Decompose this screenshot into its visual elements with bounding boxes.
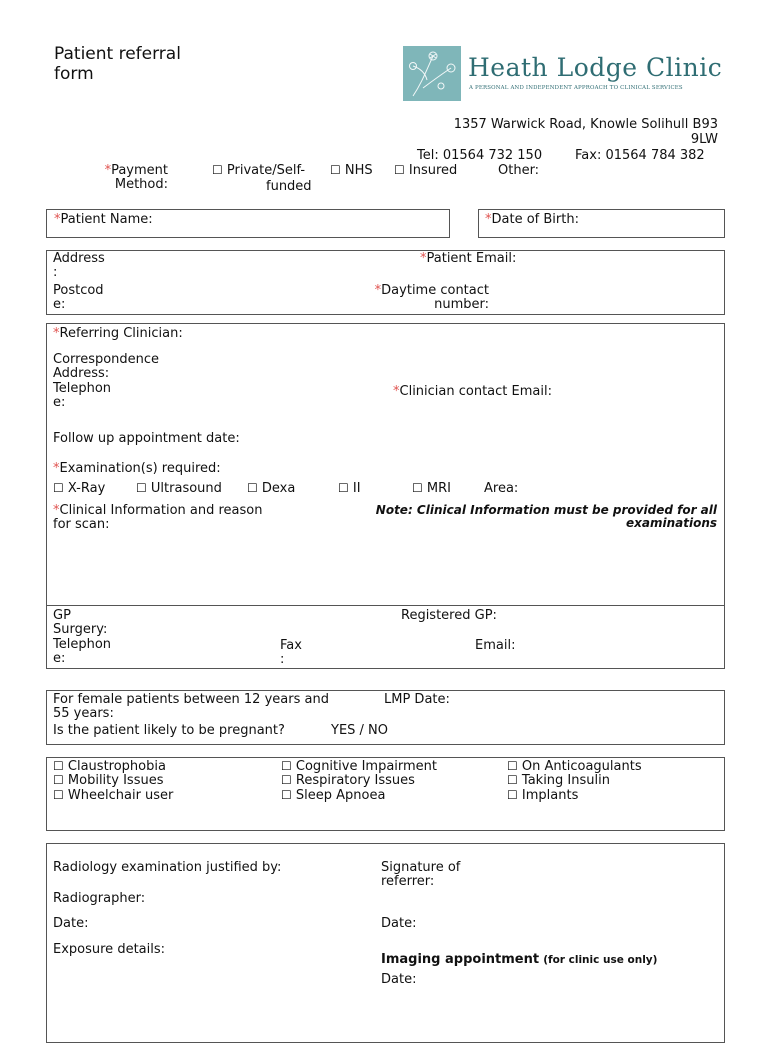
clinical-info-label: *Clinical Information and reason for scan: bbox=[53, 503, 263, 533]
condition-sleep-apnoea[interactable]: ☐ Sleep Apnoea bbox=[281, 787, 386, 803]
area-label: Area: bbox=[484, 481, 519, 496]
conditions-column-3 bbox=[507, 760, 642, 803]
dob-label: Date of Birth: bbox=[491, 212, 579, 227]
condition-insulin[interactable]: ☐ Taking Insulin bbox=[507, 773, 610, 789]
pregnancy-yes-no[interactable]: YES / NO bbox=[331, 723, 389, 738]
checkbox-icon[interactable]: ☐ bbox=[507, 759, 518, 773]
checkbox-icon[interactable]: ☐ bbox=[53, 773, 64, 788]
required-asterisk: * bbox=[54, 212, 61, 227]
divider bbox=[46, 605, 725, 606]
required-asterisk: * bbox=[374, 283, 382, 298]
female-patients-label: For female patients between 12 years and 55 years: bbox=[53, 692, 329, 722]
flower-icon bbox=[403, 46, 461, 101]
required-asterisk: * bbox=[420, 251, 427, 266]
gp-fax-label: Fax : bbox=[280, 638, 302, 668]
exam-option-ii[interactable]: ☐ II bbox=[338, 481, 361, 496]
condition-mobility[interactable]: ☐ Mobility Issues bbox=[53, 773, 164, 789]
conditions-column-1 bbox=[53, 760, 173, 803]
condition-cognitive[interactable]: ☐ Cognitive Impairment bbox=[281, 759, 438, 774]
payment-method-label: *Payment Method: bbox=[104, 163, 168, 193]
exposure-details-label: Exposure details: bbox=[53, 942, 166, 957]
patient-name-label: Patient Name: bbox=[60, 212, 153, 227]
checkbox-icon[interactable]: ☐ bbox=[53, 481, 64, 495]
clinic-fax: Fax: 01564 784 382 bbox=[575, 148, 705, 163]
clinic-logo-flower-icon bbox=[403, 46, 461, 101]
patient-email-label: *Patient Email: bbox=[420, 251, 517, 266]
clinic-address-line1: 1357 Warwick Road, Knowle Solihull B93 bbox=[453, 117, 718, 132]
checkbox-icon[interactable]: ☐ bbox=[394, 163, 405, 177]
imaging-appointment-note: (for clinic use only) bbox=[543, 954, 658, 966]
gp-surgery-label: GP Surgery: Telephon e: bbox=[53, 608, 112, 666]
clinic-name: Heath Lodge Clinic bbox=[468, 53, 723, 82]
patient-name-field[interactable] bbox=[46, 209, 450, 238]
clinical-info-note: Note: Clinical Information must be provided for all examinations bbox=[375, 503, 717, 531]
checkbox-icon[interactable]: ☐ bbox=[53, 759, 64, 773]
condition-implants[interactable]: ☐ Implants bbox=[507, 787, 579, 803]
checkbox-icon[interactable]: ☐ bbox=[247, 481, 258, 495]
payment-private-line2: funded bbox=[266, 179, 312, 194]
required-asterisk: * bbox=[485, 212, 492, 227]
required-asterisk: * bbox=[393, 384, 400, 399]
postcode-label: Postcod e: bbox=[53, 283, 104, 313]
condition-anticoagulants[interactable]: ☐ On Anticoagulants bbox=[507, 759, 642, 774]
exam-option-mri[interactable]: ☐ MRI bbox=[412, 481, 451, 496]
checkbox-icon[interactable]: ☐ bbox=[330, 163, 341, 177]
required-asterisk: * bbox=[53, 326, 60, 341]
payment-insured-option[interactable]: ☐ Insured bbox=[394, 163, 458, 178]
lmp-date-label: LMP Date: bbox=[384, 692, 450, 707]
checkbox-icon[interactable]: ☐ bbox=[338, 481, 349, 495]
form-title-line1: Patient referral bbox=[54, 44, 181, 64]
form-title bbox=[54, 45, 181, 84]
imaging-appointment-heading: Imaging appointment (for clinic use only) bbox=[381, 952, 658, 967]
form-title-line2: form bbox=[54, 63, 94, 84]
checkbox-icon[interactable]: ☐ bbox=[281, 773, 292, 788]
gp-email-label: Email: bbox=[475, 638, 516, 653]
condition-claustrophobia[interactable]: ☐ Claustrophobia bbox=[53, 759, 166, 774]
payment-nhs-option[interactable]: ☐ NHS bbox=[330, 163, 373, 178]
checkbox-icon[interactable]: ☐ bbox=[136, 481, 147, 495]
clinician-email-label: *Clinician contact Email: bbox=[393, 384, 552, 399]
checkbox-icon[interactable]: ☐ bbox=[281, 759, 292, 773]
examinations-label: *Examination(s) required: bbox=[53, 461, 221, 476]
condition-wheelchair[interactable]: ☐ Wheelchair user bbox=[53, 787, 174, 803]
checkbox-icon[interactable]: ☐ bbox=[507, 787, 518, 802]
correspondence-address-label: Correspondence Address: Telephon e: bbox=[53, 352, 160, 410]
address-label: Address : bbox=[53, 251, 105, 281]
required-asterisk: * bbox=[104, 163, 112, 178]
clinic-tel: Tel: 01564 732 150 bbox=[417, 148, 543, 163]
checkbox-icon[interactable]: ☐ bbox=[53, 787, 64, 802]
date-of-birth-field[interactable] bbox=[478, 209, 725, 238]
payment-private-option[interactable]: ☐ Private/Self- bbox=[212, 163, 306, 178]
daytime-contact-label: *Daytime contact number: bbox=[374, 283, 489, 313]
checkbox-icon[interactable]: ☐ bbox=[507, 773, 518, 788]
payment-other-label: Other: bbox=[498, 163, 540, 178]
signature-label: Signature of referrer: bbox=[381, 860, 461, 890]
clinic-tagline: A PERSONAL AND INDEPENDENT APPROACH TO CLINICAL SERVICES bbox=[469, 85, 683, 91]
exam-option-dexa[interactable]: ☐ Dexa bbox=[247, 481, 296, 496]
required-asterisk: * bbox=[53, 461, 60, 476]
exam-option-xray[interactable]: ☐ X-Ray bbox=[53, 481, 106, 496]
radiographer-label: Radiographer: bbox=[53, 891, 146, 906]
checkbox-icon[interactable]: ☐ bbox=[281, 787, 292, 802]
pregnancy-question: Is the patient likely to be pregnant? bbox=[53, 723, 285, 738]
exam-option-ultrasound[interactable]: ☐ Ultrasound bbox=[136, 481, 222, 496]
radiology-justified-label: Radiology examination justified by: bbox=[53, 860, 282, 875]
required-asterisk: * bbox=[53, 503, 60, 518]
registered-gp-label: Registered GP: bbox=[401, 608, 497, 623]
imaging-date-label: Date: bbox=[381, 972, 417, 987]
checkbox-icon[interactable]: ☐ bbox=[212, 163, 223, 177]
follow-up-date-label: Follow up appointment date: bbox=[53, 431, 240, 446]
date-label-left: Date: bbox=[53, 916, 89, 931]
condition-respiratory[interactable]: ☐ Respiratory Issues bbox=[281, 773, 415, 789]
referring-clinician-label: *Referring Clinician: bbox=[53, 326, 183, 341]
date-label-right: Date: bbox=[381, 916, 417, 931]
checkbox-icon[interactable]: ☐ bbox=[412, 481, 423, 495]
clinic-address-line2: 9LW bbox=[690, 132, 718, 147]
conditions-column-2 bbox=[281, 760, 437, 803]
